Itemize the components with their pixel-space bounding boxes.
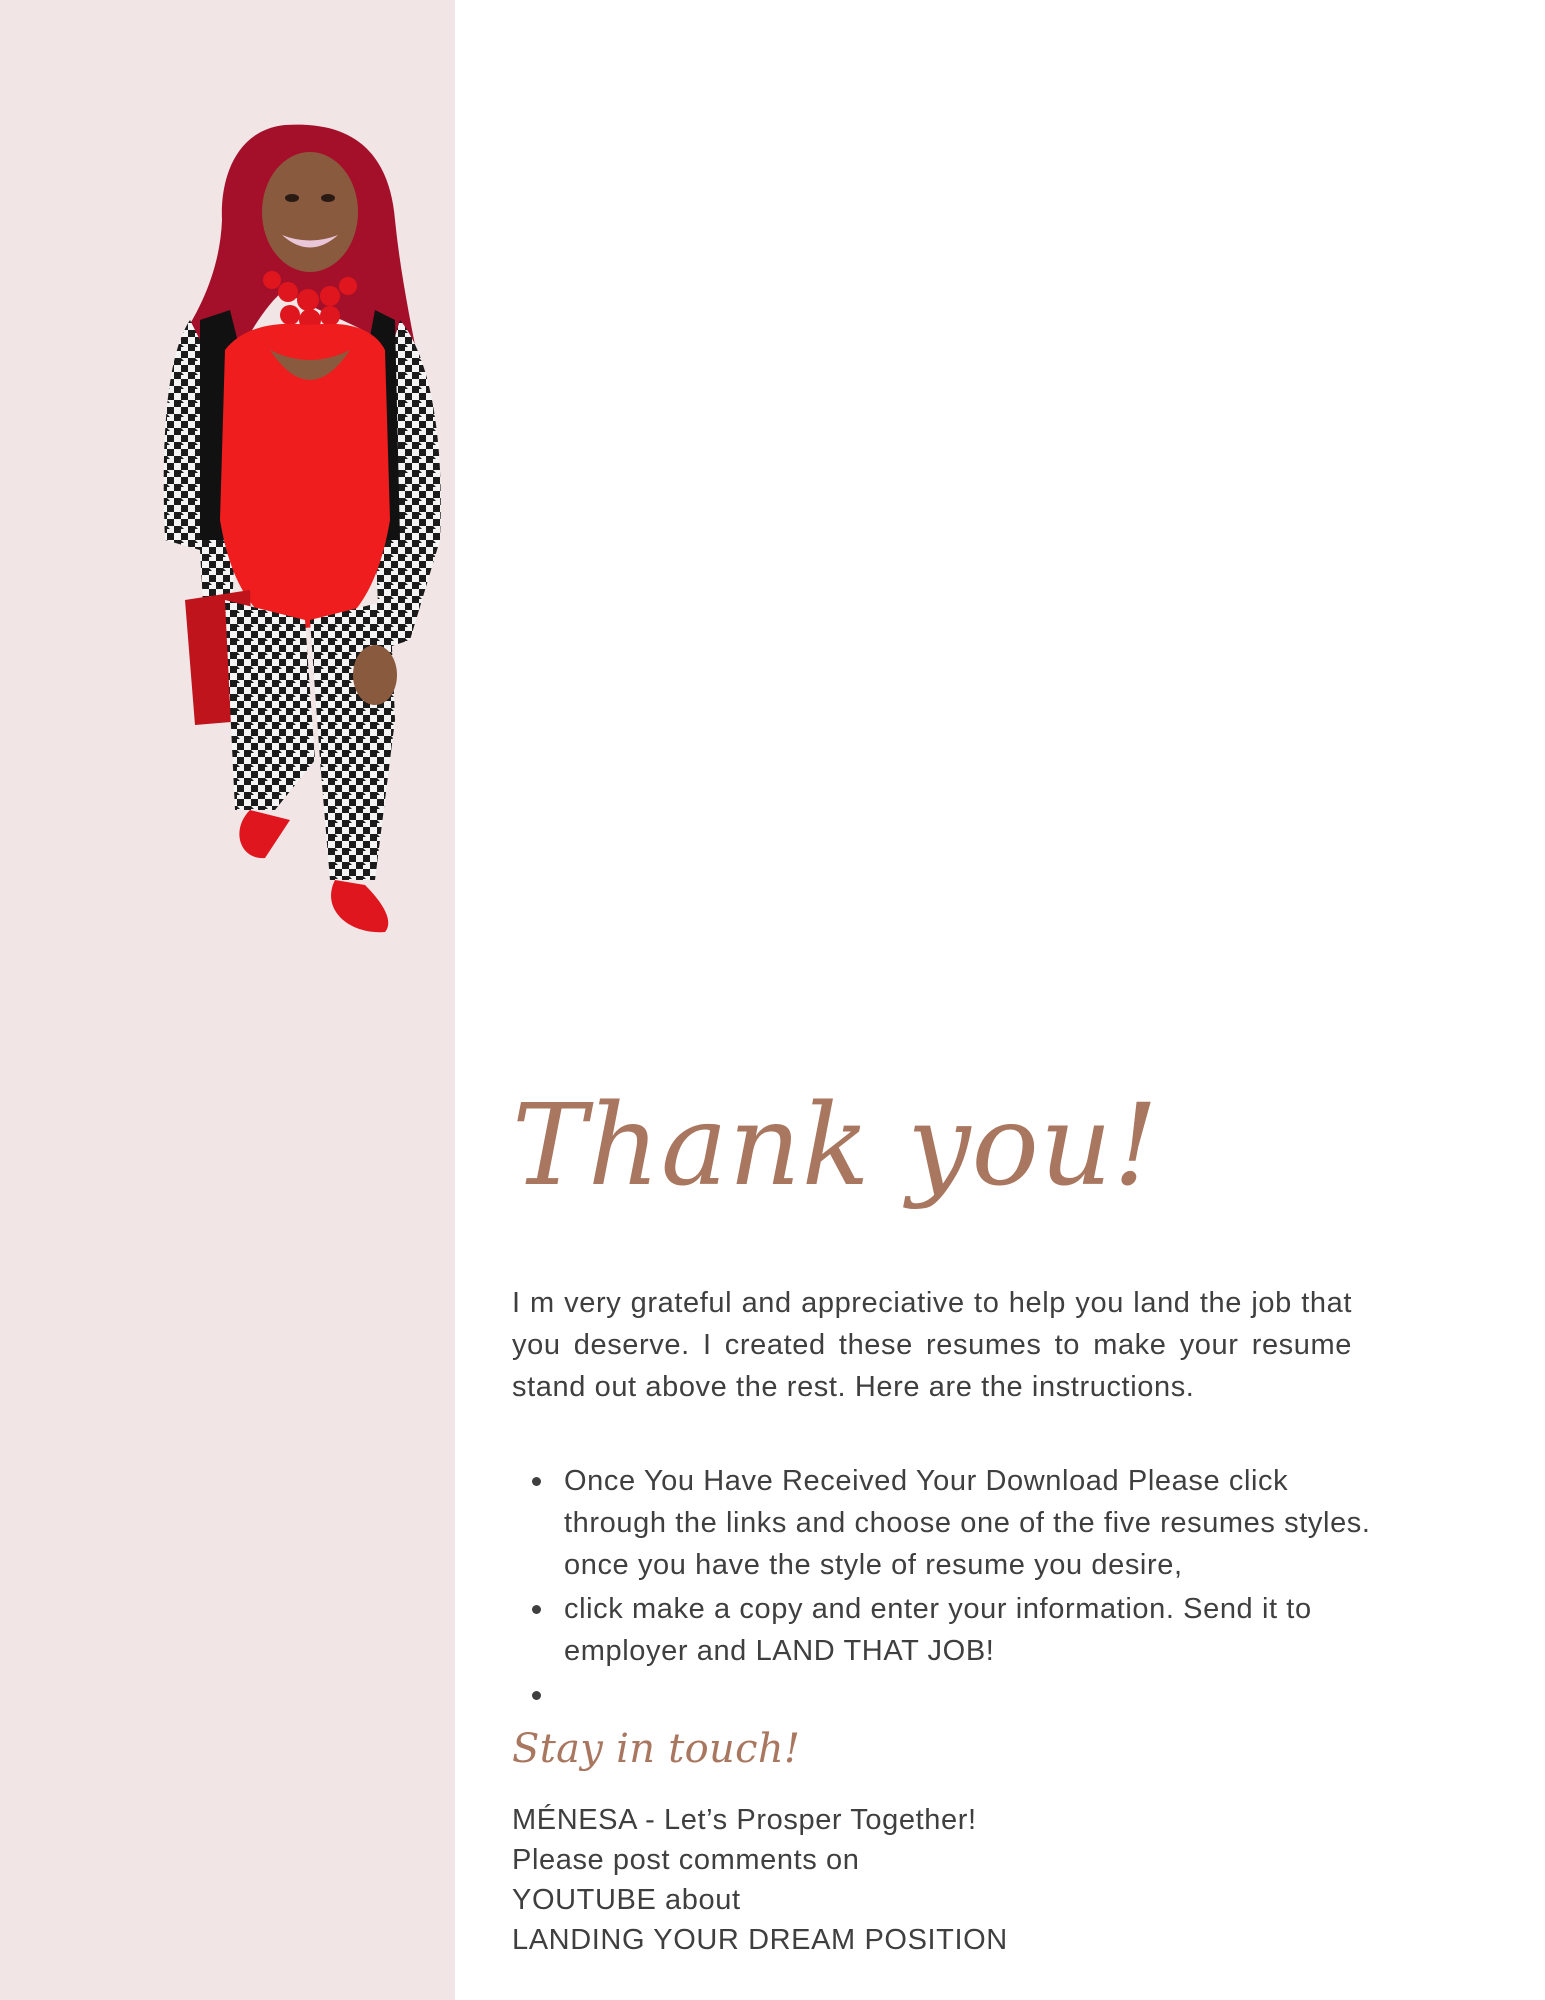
list-item [512,1588,1392,1672]
contact-block [512,1800,1008,1960]
contact-line: MÉNESA - Let’s Prosper Together! [512,1804,977,1836]
thank-you-heading: Thank you! [512,1081,1160,1211]
list-item [512,1460,1392,1586]
contact-line: LANDING YOUR DREAM POSITION [512,1924,1008,1956]
bullet-icon [532,1605,541,1614]
instructions-list [512,1460,1392,1718]
list-item-text: Once You Have Received Your Download Please click through the links and choose one of the five resumes styles. once you have the style of resume you desire, [564,1465,1371,1581]
list-item [512,1674,1392,1716]
contact-line: Please post comments on [512,1844,860,1876]
intro-paragraph: I m very grateful and appreciative to help you land the job that you deserve. I created these resumes to make your resume stand out above the rest. Here are the instructions. [512,1287,1352,1403]
bullet-icon [532,1477,541,1486]
stay-in-touch-heading: Stay in touch! [512,1726,801,1772]
bullet-icon [532,1691,541,1700]
list-item-text: click make a copy and enter your information. Send it to employer and LAND THAT JOB! [564,1593,1312,1667]
portrait-photo [160,120,520,950]
contact-line: YOUTUBE about [512,1884,741,1916]
